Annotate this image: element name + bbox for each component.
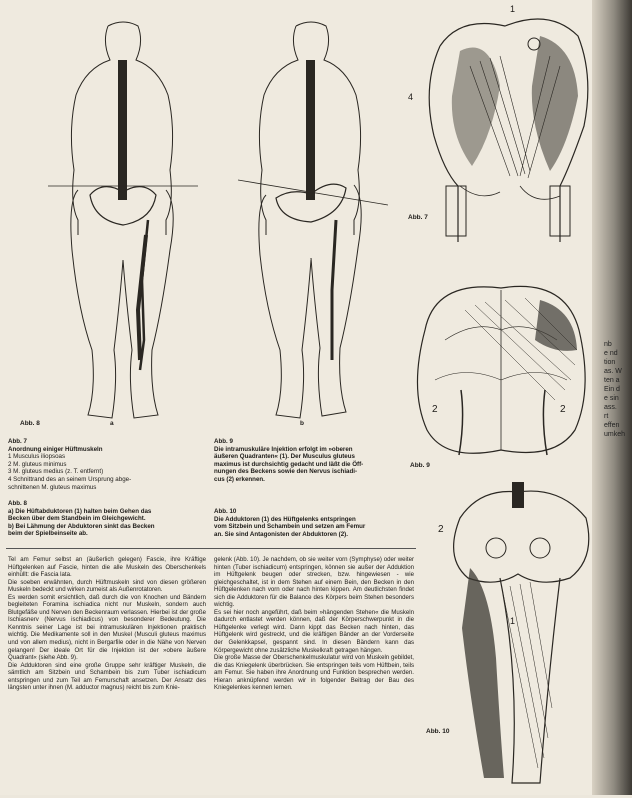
caption-abb8-title: Abb. 8 xyxy=(8,500,27,507)
figure-8b-back-view xyxy=(238,20,388,425)
body-paragraph: Es werden somit ersichtlich, daß durch die von Knochen und Bändern begleiteten Foramina ischiadica nicht nur Muskeln, sondern auch Blutgefäße und Nerven den Beckenraum verlassen. Hierbei ist der große Ischiasnerv (Nervus ischiadicus) von besonderer Bedeutung. Die Kenntnis seiner Lage ist bei intramuskulären Injektionen praktisch wichtig. Die Medikamente soll in den Muskel (Musculi gluteus maximus und von allem medius), nicht in Bergarfile oder in die Nähe von Nerven gelangen! Der ideale Ort für die Injektion ist der »obere äußere Quadrant« (siehe Abb. 9). xyxy=(8,593,206,662)
figure-10-label-2: 2 xyxy=(438,524,444,535)
figure-8-marker: Abb. 8 xyxy=(20,420,40,427)
caption-abb10-title: Abb. 10 xyxy=(214,508,237,515)
figure-9-gluteal-region xyxy=(405,270,597,465)
caption-abb9-line: maximus ist durchsichtig gedacht und läßt die Öff- xyxy=(214,460,364,468)
body-column-1 xyxy=(8,556,206,692)
figure-10-adductors xyxy=(440,478,598,793)
figure-10-drawing xyxy=(440,478,598,793)
body-paragraph: Die soeben erwähnten, durch Hüftmuskeln sind von diesen größeren Muskeln bedeckt und wirken zumeist als Außenrotatoren. xyxy=(8,578,206,594)
adjacent-page-fragment: e nd xyxy=(604,350,618,357)
figure-7-drawing xyxy=(400,6,596,242)
caption-abb7-item: 2 M. gluteus minimus xyxy=(8,460,67,468)
figure-8a-back-view xyxy=(48,20,198,425)
caption-abb9-line: Die intramuskuläre Injektion erfolgt im »oberen xyxy=(214,445,353,453)
figure-7-hip-muscles xyxy=(400,6,596,242)
caption-abb7 xyxy=(8,438,208,491)
figure-9-label-left: 2 xyxy=(432,404,438,415)
caption-abb10-line: an. Sie sind Antagonisten der Abduktoren (2). xyxy=(214,530,348,538)
caption-abb7-item: 4 Schnittrand des an seinem Ursprung abge- xyxy=(8,475,132,483)
figure-8b-drawing xyxy=(238,20,388,425)
caption-abb7-title: Abb. 7 xyxy=(8,438,27,445)
adjacent-page-text xyxy=(604,340,632,439)
figure-9-label-right: 2 xyxy=(560,404,566,415)
caption-abb9-line: nungen des Beckens sowie den Nervus ischiadi- xyxy=(214,468,358,476)
figure-10-title: Abb. 10 xyxy=(426,728,450,735)
caption-abb7-heading: Anordnung einiger Hüftmuskeln xyxy=(8,445,103,453)
caption-abb8-item: Becken über dem Standbein im Gleichgewicht. xyxy=(8,515,146,523)
figure-9-drawing xyxy=(405,270,597,465)
caption-divider xyxy=(6,548,416,549)
caption-abb9-line: cus (2) erkennen. xyxy=(214,475,265,483)
caption-abb7-item: 1 Musculus iliopsoas xyxy=(8,453,66,461)
figure-8b-sublabel: b xyxy=(300,420,304,427)
adjacent-page-fragment: as. W xyxy=(604,368,622,375)
caption-abb8-item: b) Bei Lähmung der Abduktoren sinkt das Becken xyxy=(8,522,155,530)
body-paragraph: Die große Masse der Oberschenkelmuskulatur wird von Muskeln gebildet, die das Kniegelenk überbrücken. Sie entspringen teils vom Hüftbein, teils am Femur. Sie haben ihre Anordnung und Funktion besprechen werden. Hieran anknüpfend werden wir in folgender Beitrag der Bau des Kniegelenkes kennen lernen. xyxy=(214,654,414,692)
figure-7-label-1: 1 xyxy=(510,4,516,14)
adjacent-page-fragment: ass. xyxy=(604,404,617,411)
figure-10-label-1: 1 xyxy=(510,616,516,626)
figure-9-title: Abb. 9 xyxy=(410,462,430,469)
body-paragraph: Tel am Femur selbst an (äußerlich gelegen) Fascie, ihre Kräftige Hüftgelenken auf Fascie, hinten die alle Muskeln des Oberschenkels einhüllt: die Fascia lata. xyxy=(8,556,206,579)
adjacent-page-fragment: ten a xyxy=(604,377,620,384)
adjacent-page-fragment: rt xyxy=(604,413,609,420)
caption-abb7-item: 3 M. gluteus medius (z. T. entfernt) xyxy=(8,468,104,476)
figure-8a-sublabel: a xyxy=(110,420,114,427)
caption-abb8-item: beim der Spielbeinseite ab. xyxy=(8,530,88,538)
caption-abb8 xyxy=(8,500,208,538)
adjacent-page-fragment: tion xyxy=(604,359,616,366)
body-paragraph: gelenk (Abb. 10). Je nachdem, ob sie weiter vorn (Symphyse) oder weiter hinten (Tuber ischiadicum) entspringen, können sie außer der Adduktion im Hüftgelenk beugen oder strecken, bzw. hingewiesen - wie gleichgeschaltet, ist in dem Stehen auf einem Bein, den Becken in den Hüftgelenken nach vorn oder nach hinten kippen. Am deutlichsten findet sich die Adduktoren für die Balance des Körpers beim Stehen besonders wichtig. xyxy=(214,556,414,609)
figure-8a-drawing xyxy=(48,20,198,425)
caption-abb8-item: a) Die Hüftabduktoren (1) halten beim Gehen das xyxy=(8,507,152,515)
caption-abb9-line: äußeren Quadranten« (1). Der Musculus gluteus xyxy=(214,453,355,461)
adjacent-page-fragment: e sin xyxy=(604,395,619,402)
adjacent-page-fragment: Ein d xyxy=(604,386,620,393)
figure-7-title: Abb. 7 xyxy=(408,214,428,221)
adjacent-page-fragment: nb xyxy=(604,341,612,348)
caption-abb9 xyxy=(214,438,414,484)
adjacent-page-fragment: umkeh xyxy=(604,431,626,438)
caption-abb10 xyxy=(214,508,414,538)
body-paragraph: Es sei hier noch angeführt, daß beim »hängenden Stehen« die Muskeln dadurch entlastet werden können, daß der Körperschwerpunkt in die Hüftgelenke verlegt wird. Dann kippt das Becken nach hinten, das Hüftgelenk wird gestreckt, und die kräftigen Bänder an der Vorderseite der Gelenkkapsel, gespannt sind. In diesen Bändern kann das Körpergewicht ohne zusätzliche Muskelkraft getragen hängen. xyxy=(214,608,414,654)
figure-7-label-4: 4 xyxy=(408,92,414,102)
caption-abb7-item: schnittenen M. gluteus maximus xyxy=(8,483,97,491)
caption-abb10-line: Die Adduktoren (1) des Hüftgelenks entspringen xyxy=(214,515,356,523)
body-paragraph: Die Adduktoren sind eine große Gruppe sehr kräftiger Muskeln, die sämtlich am Sitzbein und Schambein bis zum Tuber ischiadicum entspringen und zum Teil am Femurschaft ansetzen. Der Ansatz des längsten unter ihnen (M. adductor magnus) reicht bis zum Knie- xyxy=(8,661,206,692)
caption-abb9-title: Abb. 9 xyxy=(214,438,233,445)
body-column-2 xyxy=(214,556,414,692)
adjacent-page-fragment: effen xyxy=(604,422,620,429)
caption-abb10-line: vom Sitzbein und Schambein und setzen am Femur xyxy=(214,523,366,531)
